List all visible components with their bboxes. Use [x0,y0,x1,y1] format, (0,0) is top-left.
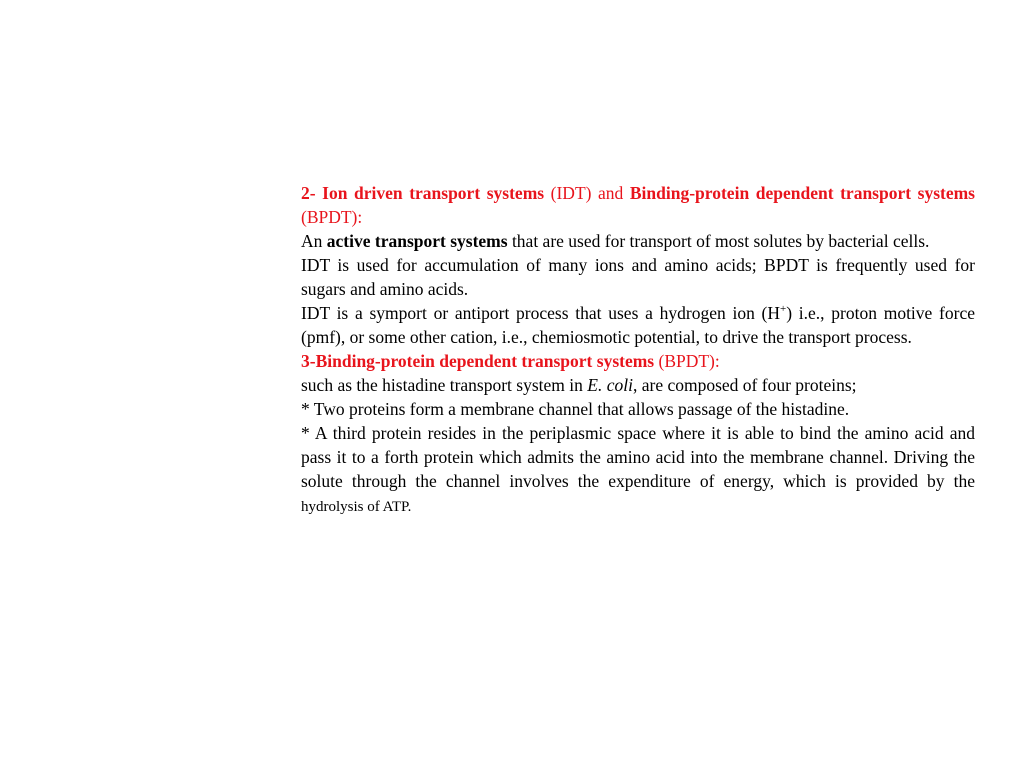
paragraph-active-transport [301,229,975,253]
section3-abbrev: (BPDT): [654,351,720,371]
para1-lead: An [301,231,327,251]
ecoli-italic: E. coli [587,375,633,395]
idt-abbrev: (IDT) and [544,183,630,203]
bpdt-title: Binding-protein dependent transport systems [629,183,975,203]
paragraph-histadine [301,373,975,397]
content-text-box [301,181,975,519]
section3-title: 3-Binding-protein dependent transport systems [301,351,655,371]
para1-bold: active transport systems [326,231,508,251]
section2-title: 2- Ion driven transport systems [301,183,545,203]
para6-main: * A third protein resides in the periplasmic space where it is able to bind the amino acid and pass it to a forth protein which admits the amino acid into the membrane channel. Driving the solute through the channel involves the expenditure of energy, which is provided by the [301,423,975,491]
para1-rest: that are used for transport of most solutes by bacterial cells. [507,231,930,251]
proton-superscript: + [780,303,787,316]
para3-text-a: IDT is a symport or antiport process that uses a hydrogen ion (H [301,303,781,323]
para4-text-b: , are composed of four proteins; [632,375,857,395]
paragraph-idt-process [301,301,975,349]
para3-text-b: ) i.e., proton motive force (pmf), or some other cation, i.e., chemiosmotic potential, to drive the transport process. [301,303,975,347]
para6-atp: hydrolysis of ATP. [301,499,412,515]
para4-text-a: such as the histadine transport system in [301,375,588,395]
paragraph-two-proteins: * Two proteins form a membrane channel that allows passage of the histadine. [301,399,850,419]
paragraph-third-protein [301,421,975,519]
section2-heading [301,181,975,229]
bpdt-abbrev: (BPDT): [301,207,363,227]
paragraph-idt-usage: IDT is used for accumulation of many ions and amino acids; BPDT is frequently used for sugars and amino acids. [301,255,975,299]
section3-heading [301,349,975,373]
